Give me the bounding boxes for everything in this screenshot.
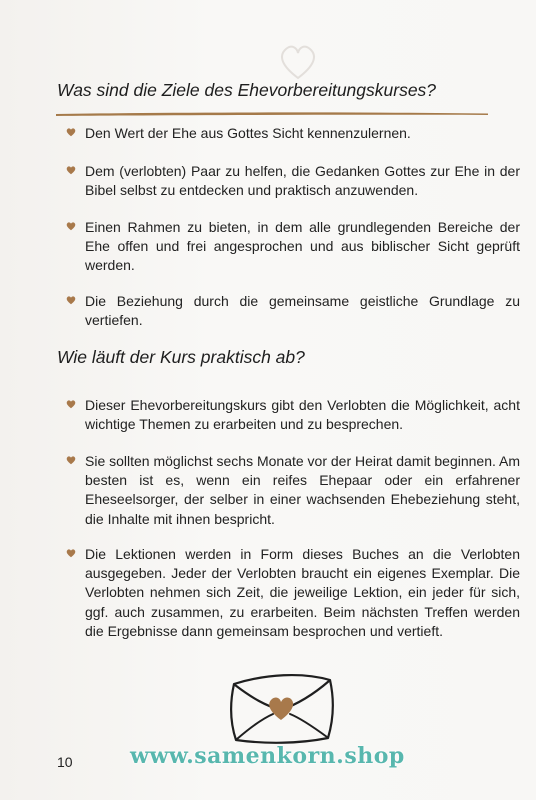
- shop-watermark: www.samenkorn.shop: [130, 743, 405, 769]
- list-item: [66, 162, 520, 202]
- list-item-text: Den Wert der Ehe aus Gottes Sicht kennenzulernen.: [85, 125, 411, 141]
- section-title-process: Wie läuft der Kurs praktisch ab?: [57, 347, 305, 367]
- list-item: [66, 396, 520, 436]
- envelope-icon: [226, 668, 338, 746]
- list-item: [66, 218, 520, 278]
- list-item-text: Einen Rahmen zu bieten, in dem alle grundlegenden Bereiche der Ehe offen und frei angesprochen und aus biblischer Sicht geprüft werden.: [85, 219, 520, 274]
- list-item-text: Die Beziehung durch die gemeinsame geistliche Grundlage zu vertiefen.: [85, 293, 520, 329]
- ghost-heart-icon: [276, 40, 320, 84]
- list-item-text: Dieser Ehevorbereitungskurs gibt den Verlobten die Möglichkeit, acht wichtige Themen zu erarbeiten und zu besprechen.: [85, 397, 520, 433]
- heart-icon: [66, 455, 76, 465]
- heart-icon: [66, 399, 76, 409]
- list-item-text: Dem (verlobten) Paar zu helfen, die Gedanken Gottes zur Ehe in der Bibel selbst zu entdecken und praktisch anzuwenden.: [85, 163, 520, 199]
- list-item: [66, 545, 520, 661]
- list-item-text: Sie sollten möglichst sechs Monate vor der Heirat damit beginnen. Am besten ist es, wenn ein reifes Ehepaar oder ein erfahrener Eheseelsorger, der selber in einer wachsenden Ehebeziehung steht, die Inhalte mit ihnen bespricht.: [85, 453, 520, 527]
- heart-icon: [66, 165, 76, 175]
- heart-icon: [66, 127, 76, 137]
- heart-icon: [66, 221, 76, 231]
- heart-icon: [66, 548, 76, 558]
- list-item: [66, 452, 520, 530]
- section-title-goals: Was sind die Ziele des Ehevorbereitungskurses?: [57, 80, 437, 100]
- list-item: [66, 292, 520, 332]
- heart-icon: [66, 295, 76, 305]
- list-item-text: Die Lektionen werden in Form dieses Buches an die Verlobten ausgegeben. Jeder der Verlobten braucht ein eigenes Exemplar. Die Verlobten nehmen sich Zeit, die jeweilige Lektion, ein jeder für sich, ggf. auch zusammen, zu erarbeiten. Beim nächsten Treffen werden die Ergebnisse dann gemeinsam besprochen und vertieft.: [85, 546, 520, 639]
- title-underline: [56, 110, 488, 118]
- page-number: 10: [57, 754, 73, 770]
- list-item: [66, 124, 520, 144]
